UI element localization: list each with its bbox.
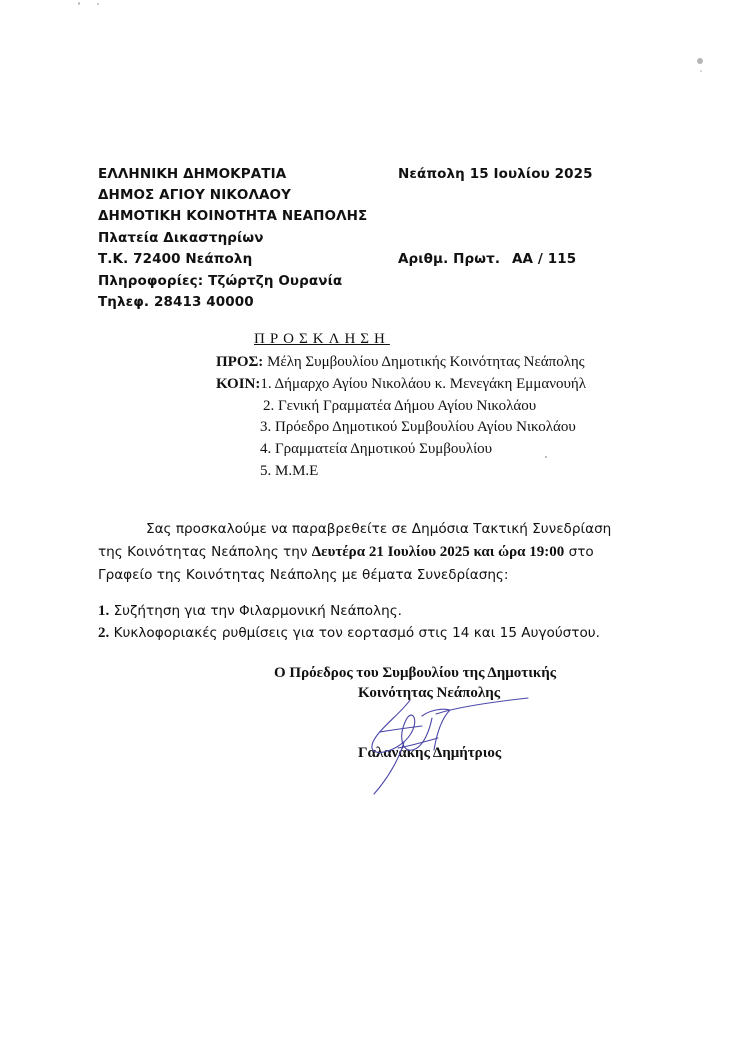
scan-speck bbox=[78, 2, 80, 5]
municipality-name: ΔΗΜΟΣ ΑΓΙΟΥ ΝΙΚΟΛΑΟΥ bbox=[98, 187, 292, 203]
to-text: Μέλη Συμβουλίου Δημοτικής Κοινότητας Νεάπολης bbox=[263, 354, 585, 370]
scan-speck bbox=[97, 3, 99, 5]
signatory-role: Κοινότητας Νεάπολης bbox=[358, 685, 501, 701]
body-text: στο bbox=[564, 544, 594, 560]
signatory-name: Γαλανάκης Δημήτριος bbox=[358, 745, 502, 761]
phone: Τηλεφ. 28413 40000 bbox=[98, 294, 254, 310]
meeting-time: και ώρα 19:00 bbox=[469, 544, 565, 560]
body-line bbox=[98, 544, 594, 561]
cc-item: 5. Μ.Μ.Ε bbox=[260, 463, 319, 479]
to-line bbox=[216, 354, 585, 371]
topic-item bbox=[98, 603, 402, 620]
topic-number: 1. bbox=[98, 603, 110, 619]
meeting-date: Δευτέρα 21 Ιουλίου 2025 bbox=[311, 544, 470, 560]
signature-strokes bbox=[372, 698, 528, 794]
signatory-role: Ο Πρόεδρος του Συμβουλίου της Δημοτικής bbox=[274, 665, 557, 681]
body-text: της Κοινότητας Νεάπολης bbox=[98, 544, 284, 560]
document-title: ΠΡΟΣΚΛΗΣΗ bbox=[254, 331, 390, 347]
protocol-label: Αριθμ. Πρωτ. bbox=[398, 251, 501, 267]
cc-line bbox=[216, 376, 586, 393]
address: Πλατεία Δικαστηρίων bbox=[98, 230, 264, 246]
scan-speck bbox=[700, 70, 702, 72]
body-text: την bbox=[283, 544, 312, 560]
republic-name: ΕΛΛΗΝΙΚΗ ΔΗΜΟΚΡΑΤΙΑ bbox=[98, 166, 287, 182]
handwritten-signature bbox=[340, 680, 560, 800]
protocol-number: ΑΑ / 115 bbox=[512, 251, 577, 267]
cc-item: 3. Πρόεδρο Δημοτικού Συμβουλίου Αγίου Νικολάου bbox=[260, 419, 576, 435]
cc-label: ΚΟΙΝ: bbox=[216, 376, 261, 392]
cc-item: 1. Δήμαρχο Αγίου Νικολάου κ. Μενεγάκη Εμμανουήλ bbox=[260, 376, 587, 392]
postal-code: Τ.Κ. 72400 Νεάπολη bbox=[98, 251, 253, 267]
topic-text: Κυκλοφοριακές ρυθμίσεις για τον εορτασμό στις 14 και 15 Αυγούστου. bbox=[109, 625, 600, 641]
topic-number: 2. bbox=[98, 625, 110, 641]
topic-text: Συζήτηση για την Φιλαρμονική Νεάπολης. bbox=[109, 603, 403, 619]
cc-item: 2. Γενική Γραμματέα Δήμου Αγίου Νικολάου bbox=[263, 398, 537, 414]
cc-item: 4. Γραμματεία Δημοτικού Συμβουλίου bbox=[260, 441, 493, 457]
body-line: Γραφείο της Κοινότητας Νεάπολης με θέματα Συνεδρίασης: bbox=[98, 567, 509, 583]
topic-item bbox=[98, 625, 600, 642]
document-date: Νεάπολη 15 Ιουλίου 2025 bbox=[398, 166, 593, 182]
to-label: ΠΡΟΣ: bbox=[216, 354, 264, 370]
community-name: ΔΗΜΟΤΙΚΗ ΚΟΙΝΟΤΗΤΑ ΝΕΑΠΟΛΗΣ bbox=[98, 208, 368, 224]
scan-speck bbox=[697, 58, 703, 64]
body-line: Σας προσκαλούμε να παραβρεθείτε σε Δημόσια Τακτική Συνεδρίαση bbox=[146, 521, 612, 537]
info-contact: Πληροφορίες: Τζώρτζη Ουρανία bbox=[98, 273, 343, 289]
scan-speck bbox=[545, 456, 547, 458]
